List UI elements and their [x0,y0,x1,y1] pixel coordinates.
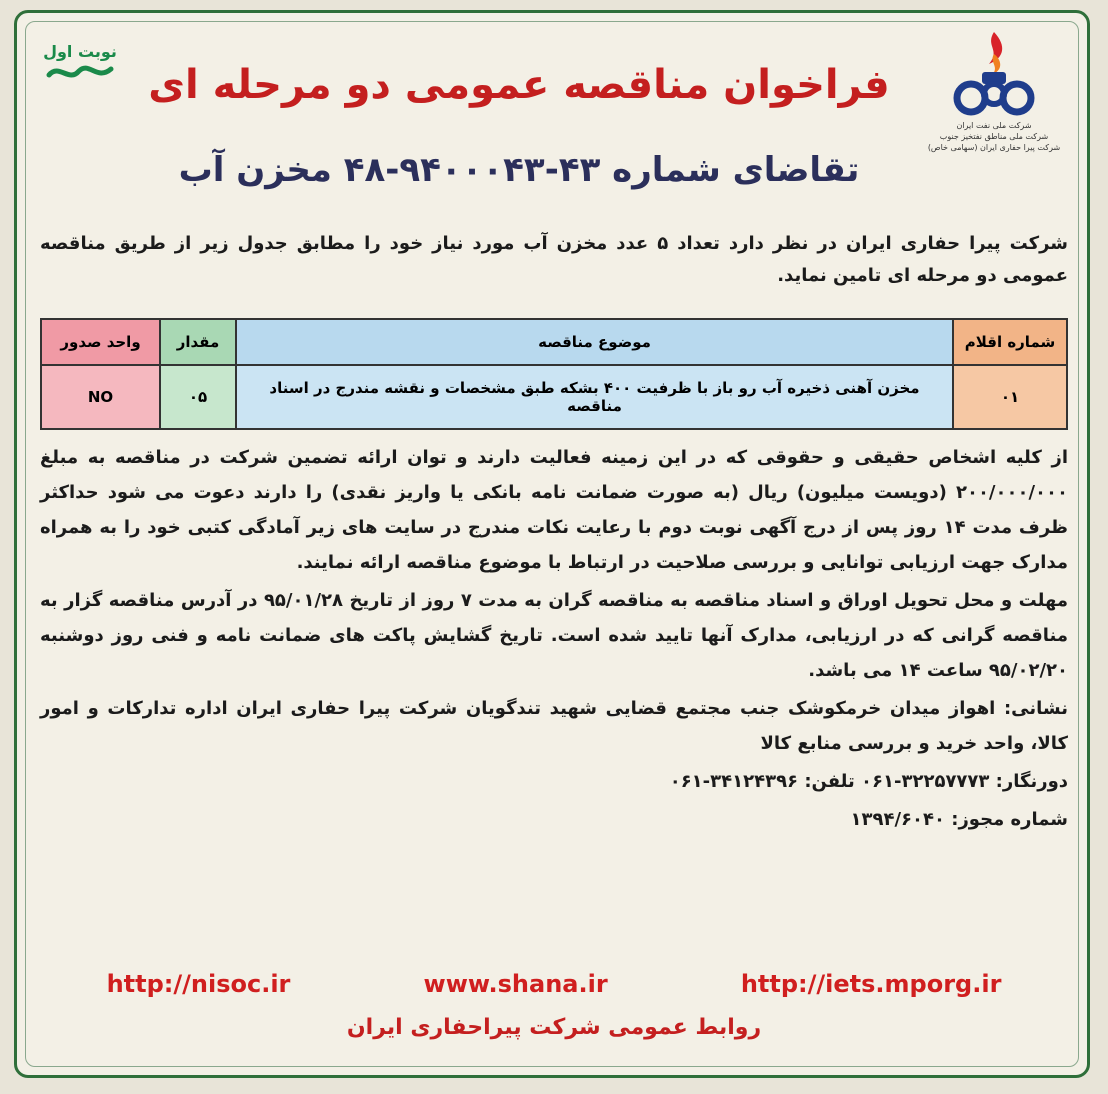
header-unit: واحد صدور [41,319,160,365]
website-links [40,970,1068,998]
header-subject: موضوع مناقصه [236,319,953,365]
tender-table [40,318,1068,430]
address-line: نشانی: اهواز میدان خرمکوشک جنب مجتمع قضایی شهید تندگویان شرکت پیرا حفاری ایران اداره تدارکات و امور کالا، واحد خرید و بررسی منابع کالا [40,698,1068,754]
logo-line-3: شرکت پیرا حفاری ایران (سهامی خاص) [927,143,1061,152]
badge-label: نوبت اول [43,42,117,61]
request-number: تقاضای شماره ۴۳-۹۴۰۰۰۴۳-۴۸ مخزن آب [178,150,860,190]
logo-line-2: شرکت ملی مناطق نفتخیز جنوب [939,132,1049,141]
cell-quantity: ۰۵ [160,365,236,429]
permit-line: شماره مجوز: ۱۳۹۴/۶۰۴۰ [850,809,1068,830]
flame-logo-icon [949,28,1039,120]
notice-body [40,440,1068,840]
link-nisoc[interactable]: http://nisoc.ir [106,970,291,998]
header-quantity: مقدار [160,319,236,365]
link-iets[interactable]: http://iets.mporg.ir [740,970,1002,998]
intro-paragraph: شرکت پیرا حفاری ایران در نظر دارد تعداد ۵ عدد مخزن آب مورد نیاز خود را مطابق جدول زیر از طریق مناقصه عمومی دو مرحله ای تامین نماید. [40,233,1069,286]
deadline-paragraph: مهلت و محل تحویل اوراق و اسناد مناقصه به مناقصه گران به مدت ۷ روز از تاریخ ۹۵/۰۱/۲۸ در آدرس مناقصه گزار به مناقصه گرانی که در ارزیابی، مدارک آنها تایید شده است. تاریخ گشایش پاکت های ضمانت نامه و فنی روز دوشنبه ۹۵/۰۲/۲۰ ساعت ۱۴ می باشد. [40,590,1069,681]
header-item-number: شماره اقلام [953,319,1067,365]
badge-flourish-icon [45,61,115,83]
table-header-row [41,319,1067,365]
public-relations-footer: روابط عمومی شرکت پیراحفاری ایران [346,1015,762,1040]
cell-item-number: ۰۱ [953,365,1067,429]
first-round-badge [40,42,120,87]
phone-line: دورنگار: ۳۲۲۵۷۷۷۳-۰۶۱ تلفن: ۳۴۱۲۴۳۹۶-۰۶۱ [669,771,1068,792]
cell-unit: NO [41,365,160,429]
nioc-logo [924,28,1064,178]
link-shana[interactable]: www.shana.ir [423,970,608,998]
cell-subject: مخزن آهنی ذخیره آب رو باز با ظرفیت ۴۰۰ بشکه طبق مشخصات و نقشه مندرج در اسناد مناقصه [236,365,953,429]
logo-line-1: شرکت ملی نفت ایران [956,121,1032,130]
notice-title: فراخوان مناقصه عمومی دو مرحله ای [148,62,890,108]
invitation-paragraph: از کلیه اشخاص حقیقی و حقوقی که در این زمینه فعالیت دارند و توان ارائه تضمین شرکت در مناقصه به مبلغ ۲۰۰/۰۰۰/۰۰۰ (دویست میلیون) ریال (به صورت ضمانت نامه بانکی یا واریز نقدی) را دارند دعوت می شود حداکثر ظرف مدت ۱۴ روز پس از درج آگهی نوبت دوم با رعایت نکات مندرج در سایت های زیر آمادگی کتبی خود را به همراه مدارک جهت ارزیابی توانایی و بررسی صلاحیت در ارتباط با موضوع مناقصه ارائه نمایند. [40,447,1068,573]
table-row [41,365,1067,429]
